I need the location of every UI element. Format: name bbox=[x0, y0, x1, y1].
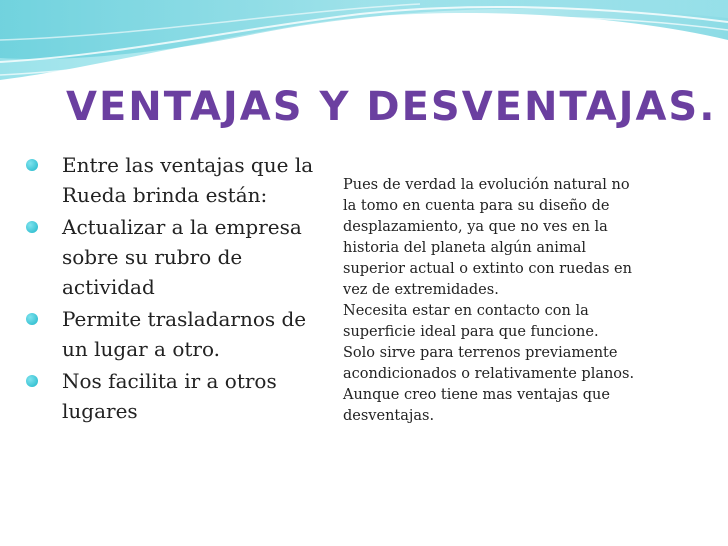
explanation-text-block bbox=[343, 175, 643, 427]
turquoise-dot-icon bbox=[26, 159, 38, 171]
explanation-paragraph: Aunque creo tiene mas ventajas que desventajas. bbox=[343, 387, 610, 424]
bullet-item bbox=[22, 366, 322, 426]
turquoise-dot-icon bbox=[26, 375, 38, 387]
bullet-list bbox=[22, 150, 322, 428]
bullet-item bbox=[22, 212, 322, 302]
bullet-text: Actualizar a la empresa sobre su rubro de actividad bbox=[62, 215, 302, 299]
bullet-text: Nos facilita ir a otros lugares bbox=[62, 369, 277, 423]
explanation-paragraph: Pues de verdad la evolución natural no la tomo en cuenta para su diseño de desplazamiento, ya que no ves en la historia del planeta algún animal superior actual o extinto con ruedas en vez de extremidades. bbox=[343, 177, 632, 298]
explanation-paragraph: Solo sirve para terrenos previamente acondicionados o relativamente planos. bbox=[343, 345, 635, 382]
bullet-item bbox=[22, 150, 322, 210]
turquoise-dot-icon bbox=[26, 313, 38, 325]
slide-title: VENTAJAS Y DESVENTAJAS. bbox=[66, 84, 717, 130]
bullet-text: Entre las ventajas que la Rueda brinda están: bbox=[62, 153, 314, 207]
bullet-item bbox=[22, 304, 322, 364]
explanation-paragraph: Necesita estar en contacto con la superficie ideal para que funcione. bbox=[343, 303, 599, 340]
bullet-text: Permite trasladarnos de un lugar a otro. bbox=[62, 307, 307, 361]
turquoise-dot-icon bbox=[26, 221, 38, 233]
